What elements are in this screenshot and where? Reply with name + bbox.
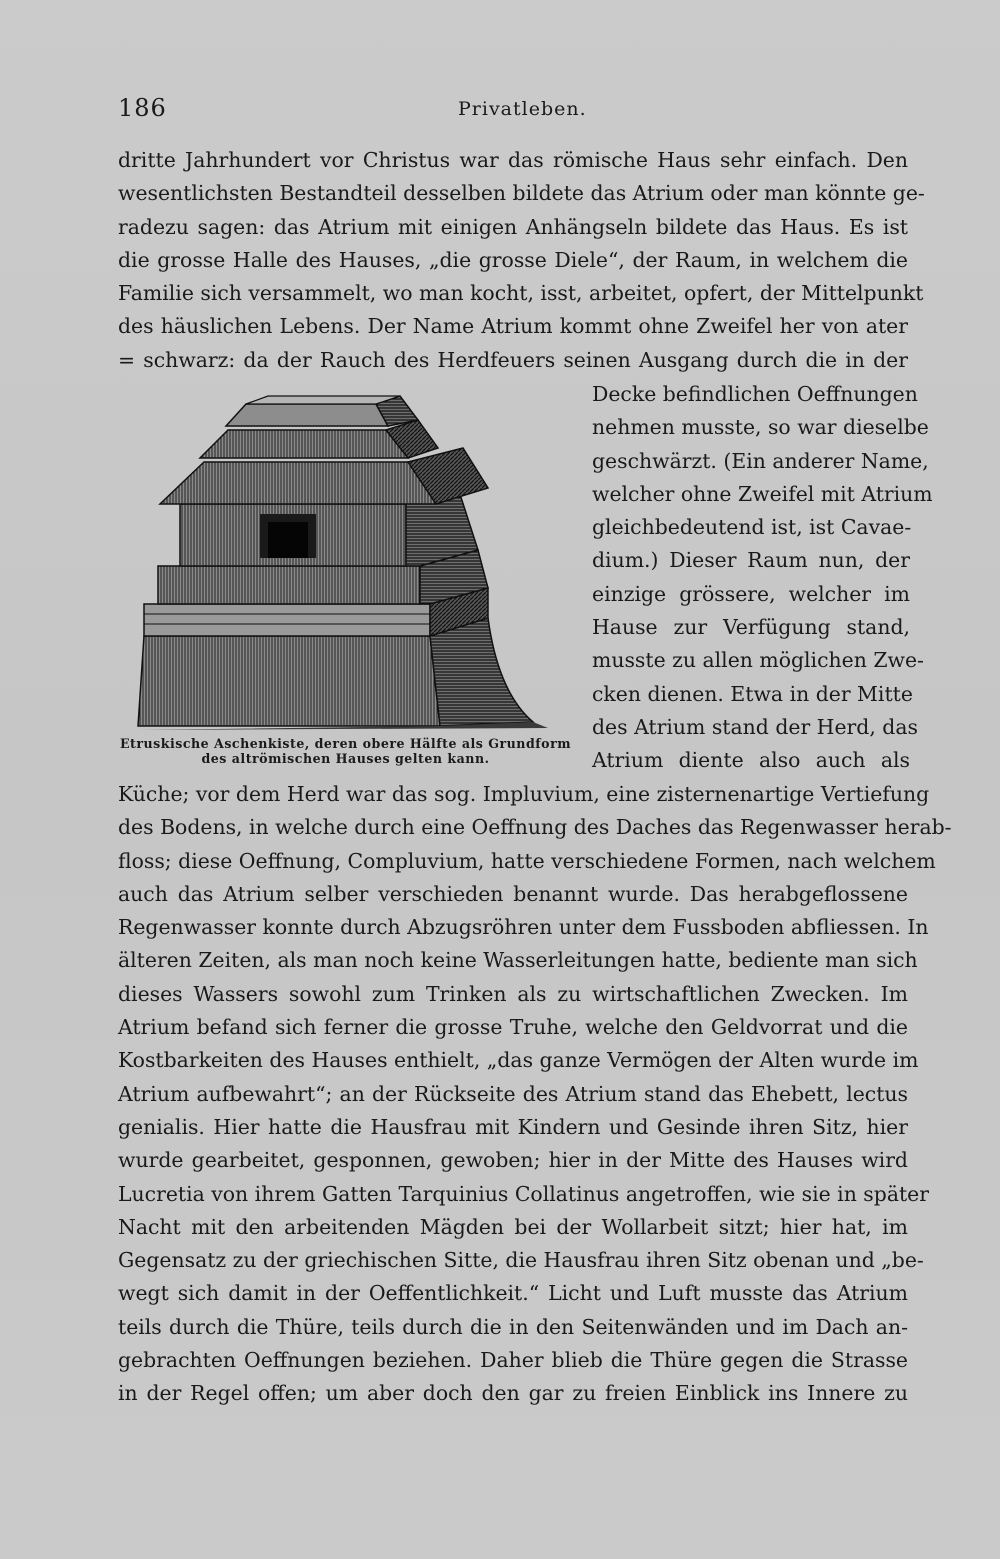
text-line: Hause zur Verfügung stand, [592, 615, 910, 640]
text-line: radezu sagen: das Atrium mit einigen Anhängseln bildete das Haus. Es ist [118, 214, 908, 239]
caption-line: des altrömischen Hauses gelten kann. [201, 751, 490, 766]
text-line: des Bodens, in welche durch eine Oeffnung des Daches das Regenwasser herab- [118, 815, 952, 840]
text-line: wesentlichsten Bestandteil desselben bildete das Atrium oder man könnte ge- [118, 181, 925, 206]
text-line: Kostbarkeiten des Hauses enthielt, „das ganze Vermögen der Alten wurde im [118, 1048, 919, 1073]
text-line: Atrium diente also auch als [592, 748, 910, 773]
text-line: geschwärzt. (Ein anderer Name, [592, 448, 929, 473]
text-line: Lucretia von ihrem Gatten Tarquinius Collatinus angetroffen, wie sie in später [118, 1181, 929, 1206]
text-line: wurde gearbeitet, gesponnen, gewoben; hier in der Mitte des Hauses wird [118, 1148, 908, 1173]
text-line: Decke befindlichen Oeffnungen [592, 382, 918, 406]
running-head [118, 94, 908, 126]
text-line: des Atrium stand der Herd, das [592, 714, 918, 739]
running-title: Privatleben. [458, 98, 587, 120]
text-line: die grosse Halle des Hauses, „die grosse Diele“, der Raum, in welchem die [118, 247, 908, 272]
text-line: welcher ohne Zweifel mit Atrium [592, 481, 933, 506]
text-line: älteren Zeiten, als man noch keine Wasserleitungen hatte, bediente man sich [118, 948, 918, 973]
text-line: dium.) Dieser Raum nun, der [592, 548, 910, 573]
text-line: Atrium befand sich ferner die grosse Truhe, welche den Geldvorrat und die [118, 1015, 908, 1040]
text-line: wegt sich damit in der Oeffentlichkeit.“ Licht und Luft musste das Atrium [118, 1281, 908, 1306]
page-number: 186 [118, 94, 167, 122]
text-line: Nacht mit den arbeitenden Mägden bei der Wollarbeit sitzt; hier hat, im [118, 1214, 908, 1239]
paragraph-wrap-right [592, 378, 933, 778]
text-line: Regenwasser konnte durch Abzugsröhren unter dem Fussboden abfliessen. In [118, 915, 929, 940]
text-line: teils durch die Thüre, teils durch die in den Seitenwänden und im Dach an- [118, 1314, 908, 1339]
text-line: Gegensatz zu der griechischen Sitte, die Hausfrau ihren Sitz obenan und „be- [118, 1248, 924, 1273]
text-line: genialis. Hier hatte die Hausfrau mit Kindern und Gesinde ihren Sitz, hier [118, 1114, 908, 1139]
text-line: Familie sich versammelt, wo man kocht, isst, arbeitet, opfert, der Mittelpunkt [118, 281, 924, 306]
figure-caption [118, 736, 573, 766]
text-line: des häuslichen Lebens. Der Name Atrium kommt ohne Zweifel her von ater [118, 314, 908, 339]
text-line: musste zu allen möglichen Zwe- [592, 648, 924, 673]
text-line: = schwarz: da der Rauch des Herdfeuers seinen Ausgang durch die in der [118, 347, 908, 372]
paragraph-top [118, 144, 925, 377]
text-line: dieses Wassers sowohl zum Trinken als zu wirtschaftlichen Zwecken. Im [118, 981, 908, 1006]
text-line: einzige grössere, welcher im [592, 581, 910, 606]
paragraph-bottom [118, 778, 952, 1411]
text-line: gleichbedeutend ist, ist Cavae- [592, 515, 912, 540]
text-line: Küche; vor dem Herd war das sog. Impluvium, eine zisternenartige Vertiefung [118, 782, 930, 806]
caption-line: Etruskische Aschenkiste, deren obere Hälfte als Grundform [119, 736, 572, 751]
text-line: in der Regel offen; um aber doch den gar zu freien Einblick ins Innere zu [118, 1381, 908, 1406]
text-line: nehmen musste, so war dieselbe [592, 415, 929, 440]
text-line: gebrachten Oeffnungen beziehen. Daher blieb die Thüre gegen die Strasse [118, 1348, 908, 1373]
text-line: cken dienen. Etwa in der Mitte [592, 681, 913, 706]
text-line: auch das Atrium selber verschieden benannt wurde. Das herabgeflossene [118, 881, 908, 906]
etruscan-ash-chest-icon [118, 392, 573, 732]
text-line: Atrium aufbewahrt“; an der Rückseite des Atrium stand das Ehebett, lectus [118, 1081, 908, 1106]
text-line: floss; diese Oeffnung, Compluvium, hatte verschiedene Formen, nach welchem [118, 848, 936, 873]
figure-etruscan-ash-chest [118, 392, 573, 732]
text-line: dritte Jahrhundert vor Christus war das römische Haus sehr einfach. Den [118, 148, 908, 172]
